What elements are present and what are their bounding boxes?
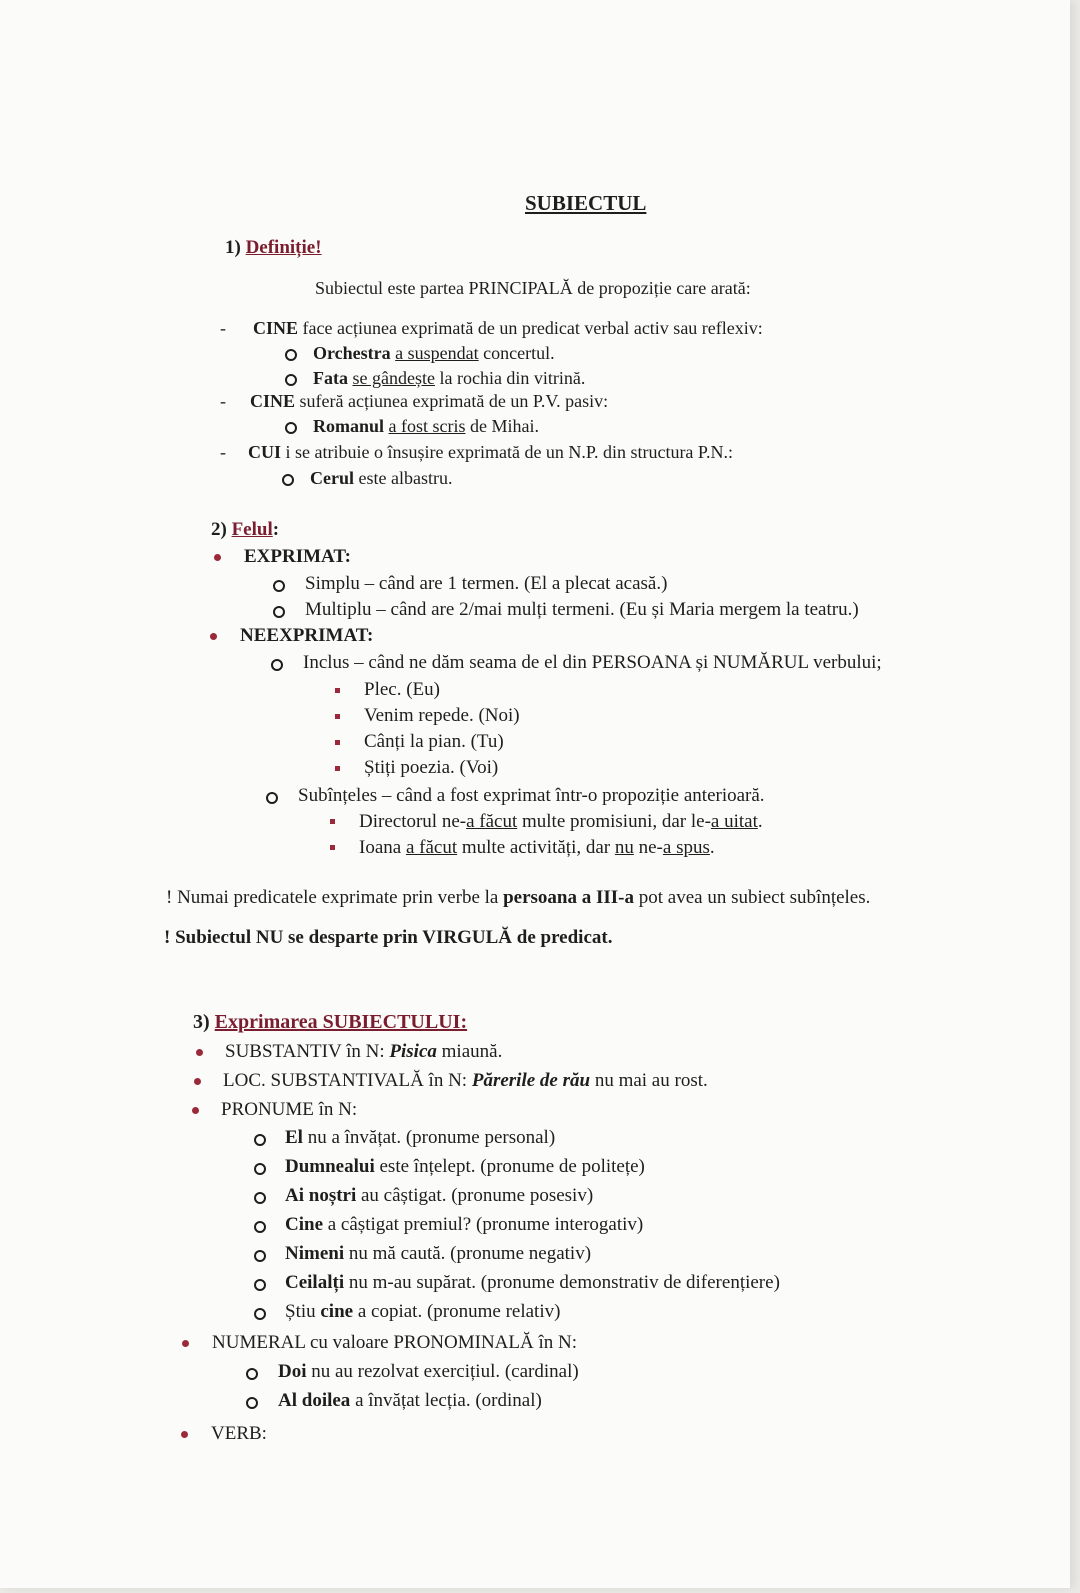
dash-bullet: - [220,391,226,411]
text-part: este înțelept. (pronume de politețe) [374,1156,645,1177]
bold-part: Nimeni [285,1243,345,1264]
bold-part: Dumnealui [285,1156,375,1177]
text-part: Directorul ne- [359,811,467,832]
circle-bullet [266,792,278,804]
text-part: Știu [285,1301,321,1322]
inclus-example-4: Știți poezia. (Voi) [364,757,499,778]
inclus-example-2: Venim repede. (Noi) [364,705,520,726]
text-part: . [709,837,715,858]
example-subject: Orchestra [313,343,391,363]
square-bullet [335,714,340,719]
text-part: a învățat lecția. (ordinal) [350,1390,542,1411]
expr-heading: EXPRIMAT: [244,546,351,567]
circle-bullet [246,1397,258,1409]
example-subject: Cerul [310,468,354,488]
neexpr-heading: NEEXPRIMAT: [240,625,374,646]
circle-bullet [254,1163,266,1175]
red-bullet [182,1340,189,1347]
text-part: a copiat. (pronume relativ) [353,1301,561,1322]
text-part: au câștigat. (pronume posesiv) [356,1185,594,1206]
example-verb: se gândește [352,368,435,388]
underlined-verb: a spus [662,837,710,858]
subinteles-example-2 [359,837,715,859]
def-text: face acțiunea exprimată de un predicat verbal activ sau reflexiv: [302,318,763,338]
example-verb: a suspendat [395,343,479,363]
page-title: SUBIECTUL [525,191,647,215]
def-point-1 [253,318,763,339]
circle-bullet [254,1221,266,1233]
dash-bullet: - [220,318,226,338]
circle-bullet [254,1308,266,1320]
def-text: suferă acțiunea exprimată de un P.V. pasiv: [299,391,609,411]
bold-part: cine [320,1301,354,1322]
inclus-line: Inclus – când ne dăm seama de el din PERSOANA și NUMĂRUL verbului; [303,652,882,673]
expr-locutiune [223,1070,708,1092]
def-keyword: CINE [253,318,299,338]
red-bullet [194,1078,201,1085]
section-3-heading [193,1011,467,1034]
text-part: . [757,811,763,832]
red-bullet [196,1049,203,1056]
simplu-line: Simplu – când are 1 termen. (El a plecat acasă.) [305,573,668,594]
square-bullet [335,740,340,745]
example-rest: este albastru. [358,468,453,488]
square-bullet [335,688,340,693]
pronume-example-1 [285,1127,555,1149]
bold-part: El [285,1127,303,1148]
text-part: ne- [633,837,663,858]
pronume-example-7 [285,1301,560,1323]
circle-bullet [254,1192,266,1204]
definition-intro: Subiectul este partea PRINCIPALĂ de propoziție care arată: [315,278,751,298]
example-line [310,468,452,489]
circle-bullet [254,1279,266,1291]
section-2-title: Felul [231,519,273,540]
expr-verb: VERB: [211,1423,267,1444]
expr-numeral: NUMERAL cu valoare PRONOMINALĂ în N: [212,1332,577,1353]
circle-bullet [282,474,294,486]
section-3-number: 3) [193,1011,210,1033]
red-bullet [214,554,221,561]
text-part: miaună. [436,1041,503,1062]
pronume-example-3 [285,1185,593,1207]
pronume-example-4 [285,1214,643,1236]
section-1-number: 1) [225,237,241,258]
bold-italic-part: Pisica [389,1041,437,1062]
underlined-verb: a uitat [710,811,758,832]
text-part: Ioana [359,837,406,858]
section-2-heading [211,519,279,541]
square-bullet [330,819,335,824]
text-part: multe activități, dar [457,837,615,858]
expr-substantiv [225,1041,502,1063]
text-part: LOC. SUBSTANTIVALĂ în N: [223,1070,472,1091]
section-1-heading [225,237,322,259]
bold-part: Ai noștri [285,1185,357,1206]
circle-bullet [285,422,297,434]
text-part: nu mă caută. (pronume negativ) [344,1243,592,1264]
numeral-example-2 [278,1390,542,1412]
subinteles-line: Subînțeles – când a fost exprimat într-o propoziție anterioară. [298,785,765,806]
bold-part: Cine [285,1214,323,1235]
numeral-example-1 [278,1361,579,1383]
example-line [313,368,585,389]
bold-part: Ceilalți [285,1272,345,1293]
def-text: i se atribuie o însușire exprimată de un N.P. din structura P.N.: [285,442,733,462]
multiplu-line: Multiplu – când are 2/mai mulți termeni. (Eu și Maria mergem la teatru.) [305,599,859,620]
circle-bullet [285,374,297,386]
example-line [313,343,555,364]
note-virgula: ! Subiectul NU se desparte prin VIRGULĂ de predicat. [164,927,613,948]
inclus-example-1: Plec. (Eu) [364,679,440,700]
section-2-number: 2) [211,519,227,540]
expr-pronume: PRONUME în N: [221,1099,358,1120]
square-bullet [335,766,340,771]
example-subject: Romanul [313,416,385,436]
bold-italic-part: Părerile de rău [471,1070,591,1091]
def-keyword: CUI [248,442,282,462]
underlined-verb: a făcut [405,837,458,858]
heading-colon: : [272,519,280,540]
example-subject: Fata [313,368,348,388]
square-bullet [330,845,335,850]
note-persoana [166,887,870,909]
pronume-example-6 [285,1272,780,1294]
pronume-example-2 [285,1156,645,1178]
text-part: pot avea un subiect subînțeles. [634,887,871,908]
dash-bullet: - [220,442,226,462]
example-rest: de Mihai. [470,416,539,436]
def-keyword: CINE [250,391,296,411]
circle-bullet [273,580,285,592]
inclus-example-3: Cânți la pian. (Tu) [364,731,504,752]
text-part: nu au rezolvat exercițiul. (cardinal) [306,1361,579,1382]
bold-part: persoana a III-a [503,887,634,908]
text-part: nu a învățat. (pronume personal) [302,1127,556,1148]
red-bullet [210,633,217,640]
bold-part: Doi [278,1361,307,1382]
circle-bullet [254,1134,266,1146]
text-part: ! Numai predicatele exprimate prin verbe la [166,887,504,908]
circle-bullet [246,1368,258,1380]
circle-bullet [271,659,283,671]
bold-part: Al doilea [278,1390,351,1411]
circle-bullet [254,1250,266,1262]
red-bullet [181,1431,188,1438]
section-3-title: Exprimarea SUBIECTULUI: [214,1011,468,1033]
text-part: SUBSTANTIV în N: [225,1041,390,1062]
example-rest: la rochia din vitrină. [439,368,586,388]
example-rest: concertul. [483,343,555,363]
circle-bullet [273,606,285,618]
def-point-2 [250,391,608,412]
underlined-word: nu [614,837,634,858]
text-part: nu mai au rost. [590,1070,708,1091]
circle-bullet [285,349,297,361]
section-1-title: Definiție! [245,237,322,258]
underlined-verb: a făcut [466,811,518,832]
text-part: nu m-au supărat. (pronume demonstrativ de diferențiere) [344,1272,780,1293]
pronume-example-5 [285,1243,591,1265]
subinteles-example-1 [359,811,763,833]
def-point-3 [248,442,733,463]
example-line [313,416,539,437]
example-verb: a fost scris [388,416,466,436]
text-part: a câștigat premiul? (pronume interogativ) [323,1214,644,1235]
red-bullet [192,1107,199,1114]
text-part: multe promisiuni, dar le- [517,811,711,832]
